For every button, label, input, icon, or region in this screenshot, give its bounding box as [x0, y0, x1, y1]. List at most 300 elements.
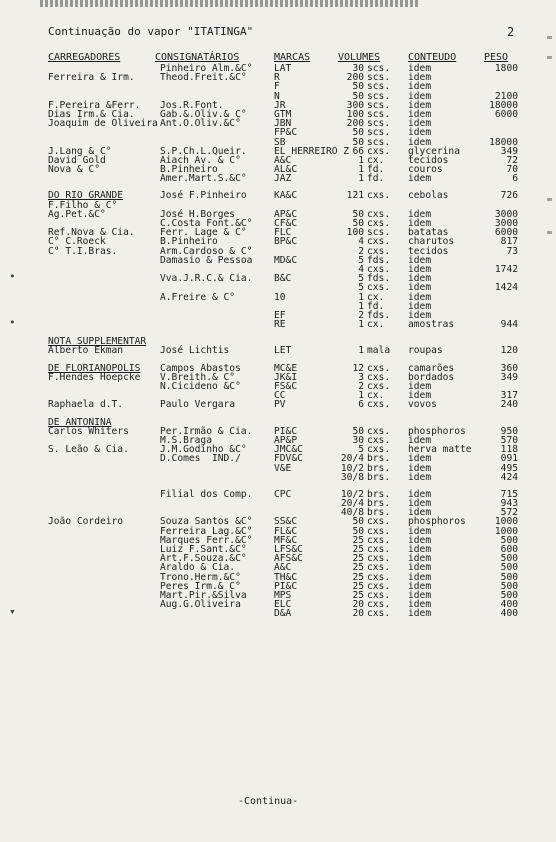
- row-consignatario: D.Comes IND./: [160, 453, 241, 465]
- row-volumes: 3: [358, 371, 364, 383]
- row-unidade: cxs.: [367, 218, 391, 229]
- row-volumes: 10/2: [340, 488, 364, 500]
- row-consignatario: Ant.O.Oliv.&C°: [160, 118, 241, 130]
- row-volumes: 12: [352, 362, 364, 374]
- row-marca: TH&C: [274, 571, 298, 583]
- row-consignador: DE ANTONINA: [48, 416, 112, 428]
- row-consignatario: A.Freire & C°: [160, 291, 236, 303]
- row-consignatario: José H.Borges: [160, 208, 236, 220]
- table-row: [0, 490, 556, 499]
- row-consignatario: Filial dos Comp.: [160, 488, 253, 500]
- row-conteudo: idem: [408, 471, 432, 483]
- row-conteudo: idem: [408, 208, 432, 220]
- row-marca: AL&C: [274, 164, 298, 176]
- row-marca: D&A: [274, 608, 292, 620]
- row-unidade: cxs.: [367, 190, 391, 202]
- row-peso: 6: [512, 173, 518, 185]
- row-unidade: fds.: [367, 254, 391, 266]
- row-volumes: 200: [346, 72, 364, 84]
- row-unidade: cxs.: [367, 608, 391, 620]
- row-marca: JBN: [274, 118, 292, 130]
- row-conteudo: idem: [408, 136, 432, 148]
- row-consignador: C° C.Roeck: [48, 236, 106, 248]
- row-marca: V&E: [274, 462, 292, 474]
- row-conteudo: vovos: [408, 399, 437, 411]
- row-unidade: scs.: [367, 81, 391, 93]
- row-peso: 570: [500, 434, 518, 446]
- row-conteudo: idem: [408, 507, 432, 519]
- header-conteudo: CONTEUDO: [408, 52, 457, 63]
- row-conteudo: idem: [408, 282, 432, 294]
- row-consignatario: M.S.Braga: [160, 434, 212, 446]
- row-unidade: brs.: [367, 471, 391, 483]
- row-volumes: 1: [358, 300, 364, 312]
- continua-footer: -Continua-: [238, 796, 299, 807]
- row-consignatario: V.Breith.& C°: [160, 371, 236, 383]
- header-consignadores: CARREGADORES: [48, 52, 121, 63]
- row-unidade: cxs.: [367, 553, 391, 565]
- row-consignatario: Arm.Cardoso & C°: [160, 245, 253, 257]
- row-volumes: 20/4: [340, 453, 364, 465]
- row-volumes: 40/8: [340, 507, 364, 519]
- row-marca: AP&C: [274, 208, 298, 220]
- row-conteudo: idem: [408, 90, 432, 102]
- punch-hole-mark: •: [9, 316, 16, 329]
- row-consignatario: Ferreira Lag.&C°: [160, 525, 253, 537]
- row-volumes: 50: [352, 81, 364, 93]
- row-peso: 400: [500, 599, 518, 611]
- row-peso: 6000: [494, 227, 518, 239]
- row-marca: CPC: [274, 488, 292, 500]
- row-conteudo: idem: [408, 453, 432, 465]
- row-volumes: 100: [346, 108, 364, 120]
- row-volumes: 4: [358, 263, 364, 275]
- row-conteudo: idem: [408, 599, 432, 611]
- row-consignatario: Jos.R.Font.: [160, 99, 224, 111]
- row-consignador: DO RIO GRANDE: [48, 190, 124, 202]
- row-unidade: cxs.: [367, 362, 391, 374]
- table-row: [0, 609, 556, 618]
- row-conteudo: idem: [408, 534, 432, 546]
- row-consignatario: José Lichtis: [160, 345, 230, 357]
- row-unidade: cxs.: [367, 145, 391, 157]
- row-marca: A&C: [274, 562, 292, 574]
- row-volumes: 50: [352, 525, 364, 537]
- header-consignatarios: CONSIGNATÁRIOS: [155, 52, 240, 63]
- row-conteudo: charutos: [408, 236, 455, 248]
- row-consignador: Alberto Ekman: [48, 345, 124, 357]
- row-unidade: cxs.: [367, 425, 391, 437]
- row-unidade: cxs.: [367, 589, 391, 601]
- row-unidade: cxs.: [367, 599, 391, 611]
- row-conteudo: idem: [408, 562, 432, 574]
- row-consignador: Joaquim de Oliveira: [48, 118, 158, 130]
- row-volumes: 50: [352, 425, 364, 437]
- row-unidade: brs.: [367, 453, 391, 465]
- row-consignatario: Aiach Av. & C°: [160, 154, 241, 166]
- row-consignatario: B.Pinheiro: [160, 236, 218, 248]
- row-volumes: 25: [352, 544, 364, 555]
- row-marca: JAZ: [274, 173, 292, 185]
- row-conteudo: phosphoros: [408, 425, 466, 437]
- row-peso: 1424: [494, 282, 518, 294]
- page-title: Continuação do vapor "ITATINGA": [48, 25, 254, 38]
- row-marca: ELC: [274, 599, 292, 611]
- table-row: [0, 464, 556, 473]
- row-marca: F: [274, 81, 280, 93]
- row-unidade: brs.: [367, 488, 391, 500]
- row-marca: EL HERREIRO Z: [274, 145, 350, 157]
- row-marca: PV: [274, 399, 286, 411]
- row-peso: 572: [500, 507, 518, 519]
- row-unidade: fd.: [367, 173, 385, 185]
- table-row: [0, 256, 556, 265]
- row-conteudo: idem: [408, 273, 432, 285]
- row-marca: JK&I: [274, 371, 298, 383]
- row-volumes: 100: [346, 227, 364, 239]
- row-conteudo: amostras: [408, 319, 455, 331]
- row-conteudo: idem: [408, 108, 432, 120]
- row-conteudo: idem: [408, 81, 432, 93]
- row-unidade: scs.: [367, 90, 391, 102]
- row-consignatario: Marques Ferr.&C°: [160, 534, 253, 546]
- row-consignatario: Mart.Pir.&Silva: [160, 589, 247, 601]
- row-unidade: cxs.: [367, 544, 391, 555]
- row-marca: MD&C: [274, 254, 298, 266]
- row-volumes: 30/8: [340, 471, 364, 483]
- row-unidade: cxs.: [367, 263, 391, 275]
- row-peso: 726: [500, 190, 518, 202]
- row-consignatario: Per.Irmão & Cia.: [160, 425, 253, 437]
- row-volumes: 20/4: [340, 498, 364, 510]
- row-peso: 091: [500, 453, 518, 465]
- row-marca: PI&C: [274, 580, 298, 592]
- row-marca: PI&C: [274, 425, 298, 437]
- row-unidade: brs.: [367, 462, 391, 474]
- row-marca: B&C: [274, 273, 292, 285]
- row-unidade: fds.: [367, 309, 391, 321]
- row-marca: N: [274, 90, 280, 102]
- row-unidade: cxs.: [367, 236, 391, 248]
- row-conteudo: idem: [408, 63, 432, 74]
- row-marca: FL&C: [274, 525, 298, 537]
- row-conteudo: idem: [408, 462, 432, 474]
- row-consignador: Ag.Pet.&C°: [48, 208, 106, 220]
- row-volumes: 1: [358, 291, 364, 303]
- row-conteudo: tecidos: [408, 154, 449, 166]
- row-conteudo: idem: [408, 218, 432, 229]
- row-volumes: 30: [352, 434, 364, 446]
- row-peso: 70: [506, 164, 518, 176]
- row-conteudo: herva matte: [408, 444, 472, 456]
- row-peso: 360: [500, 362, 518, 374]
- row-volumes: 25: [352, 580, 364, 592]
- row-volumes: 5: [358, 282, 364, 294]
- row-consignatario: Damasio & Pessoa: [160, 254, 253, 266]
- row-unidade: scs.: [367, 127, 391, 139]
- row-volumes: 10/2: [340, 462, 364, 474]
- table-row: [0, 320, 556, 329]
- row-peso: 817: [500, 236, 518, 248]
- row-peso: 317: [500, 390, 518, 402]
- row-unidade: brs.: [367, 498, 391, 510]
- row-unidade: cx.: [367, 319, 385, 331]
- row-peso: 500: [500, 562, 518, 574]
- row-peso: 1000: [494, 516, 518, 528]
- row-unidade: cxs.: [367, 580, 391, 592]
- punch-hole-mark: ▾: [9, 605, 16, 618]
- row-conteudo: idem: [408, 580, 432, 592]
- row-peso: 3000: [494, 208, 518, 220]
- row-conteudo: idem: [408, 571, 432, 583]
- table-row: [0, 293, 556, 302]
- top-bleed-mark: [40, 0, 420, 7]
- row-conteudo: batatas: [408, 227, 449, 239]
- row-marca: CC: [274, 390, 286, 402]
- row-volumes: 25: [352, 534, 364, 546]
- row-marca: SB: [274, 136, 286, 148]
- row-peso: 118: [500, 444, 518, 456]
- row-consignatario: Pinheiro Alm.&C°: [160, 63, 253, 74]
- row-peso: 424: [500, 471, 518, 483]
- row-conteudo: idem: [408, 390, 432, 402]
- row-consignador: DE FLORIANOPOLIS: [48, 362, 141, 374]
- row-unidade: cxs.: [367, 434, 391, 446]
- row-unidade: scs.: [367, 136, 391, 148]
- row-peso: 1000: [494, 525, 518, 537]
- row-conteudo: phosphoros: [408, 516, 466, 528]
- row-unidade: cxs.: [367, 399, 391, 411]
- row-unidade: scs.: [367, 63, 391, 74]
- row-consignador: Carlos Whiters: [48, 425, 129, 437]
- manifest-table: [0, 64, 556, 619]
- row-peso: 120: [500, 345, 518, 357]
- row-marca: FLC: [274, 227, 292, 239]
- row-consignador: Ferreira & Irm.: [48, 72, 135, 84]
- row-consignatario: Luiz F.Sant.&C°: [160, 544, 247, 555]
- row-unidade: cx.: [367, 154, 385, 166]
- row-volumes: 2: [358, 381, 364, 392]
- row-marca: MC&E: [274, 362, 298, 374]
- row-conteudo: couros: [408, 164, 443, 176]
- row-consignador: Nova & C°: [48, 164, 100, 176]
- row-conteudo: idem: [408, 309, 432, 321]
- row-marca: LAT: [274, 63, 292, 74]
- table-row: [0, 473, 556, 482]
- row-unidade: fd.: [367, 300, 385, 312]
- row-volumes: 1: [358, 390, 364, 402]
- row-unidade: cxs.: [367, 516, 391, 528]
- row-consignador: F.Hendes Hoepcke: [48, 371, 141, 383]
- row-conteudo: idem: [408, 488, 432, 500]
- row-marca: CF&C: [274, 218, 298, 229]
- row-consignatario: Ferr. Lage & C°: [160, 227, 247, 239]
- row-peso: 73: [506, 245, 518, 257]
- row-volumes: 25: [352, 553, 364, 565]
- row-volumes: 30: [352, 63, 364, 74]
- row-marca: AP&P: [274, 434, 298, 446]
- row-unidade: fds.: [367, 273, 391, 285]
- header-volumes: VOLUMES: [338, 52, 381, 63]
- row-peso: 500: [500, 580, 518, 592]
- row-marca: KA&C: [274, 190, 298, 202]
- row-consignador: Raphaela d.T.: [48, 399, 124, 411]
- row-unidade: cxs.: [367, 525, 391, 537]
- row-conteudo: idem: [408, 173, 432, 185]
- row-peso: 72: [506, 154, 518, 166]
- row-conteudo: idem: [408, 525, 432, 537]
- row-conteudo: glycerina: [408, 145, 460, 157]
- header-marcas: MARCAS: [274, 52, 311, 63]
- row-consignatario: Trono.Herm.&C°: [160, 571, 241, 583]
- row-volumes: 121: [346, 190, 364, 202]
- row-unidade: fd.: [367, 164, 385, 176]
- row-conteudo: idem: [408, 291, 432, 303]
- row-consignatario: C.Costa Font.&C°: [160, 218, 253, 229]
- row-conteudo: idem: [408, 127, 432, 139]
- row-peso: 600: [500, 544, 518, 555]
- row-volumes: 25: [352, 571, 364, 583]
- row-consignatario: S.P.Ch.L.Queir.: [160, 145, 247, 157]
- row-marca: EF: [274, 309, 286, 321]
- row-peso: 944: [500, 319, 518, 331]
- row-peso: 240: [500, 399, 518, 411]
- row-marca: AFS&C: [274, 553, 303, 565]
- row-conteudo: idem: [408, 263, 432, 275]
- row-peso: 500: [500, 553, 518, 565]
- row-volumes: 25: [352, 589, 364, 601]
- row-peso: 3000: [494, 218, 518, 229]
- row-marca: GTM: [274, 108, 292, 120]
- row-consignador: David Gold: [48, 154, 106, 166]
- row-peso: 2100: [494, 90, 518, 102]
- row-consignatario: Theod.Freit.&C°: [160, 72, 247, 84]
- table-row: [0, 274, 556, 283]
- row-peso: 6000: [494, 108, 518, 120]
- row-marca: FP&C: [274, 127, 298, 139]
- row-consignatario: Araldo & Cia.: [160, 562, 236, 574]
- row-consignatario: Souza Santos &C°: [160, 516, 253, 528]
- row-unidade: cxs.: [367, 245, 391, 257]
- row-volumes: 50: [352, 516, 364, 528]
- row-peso: 495: [500, 462, 518, 474]
- row-consignatario: B.Pinheiro: [160, 164, 218, 176]
- row-conteudo: idem: [408, 300, 432, 312]
- row-conteudo: camarões: [408, 362, 455, 374]
- row-peso: 400: [500, 608, 518, 620]
- row-unidade: cxs.: [367, 282, 391, 294]
- row-volumes: 50: [352, 90, 364, 102]
- row-consignatario: N.Cicideno &C°: [160, 381, 241, 392]
- row-volumes: 25: [352, 562, 364, 574]
- row-conteudo: idem: [408, 589, 432, 601]
- row-conteudo: roupas: [408, 345, 443, 357]
- row-peso: 715: [500, 488, 518, 500]
- page-number: 2: [507, 25, 515, 39]
- row-marca: LET: [274, 345, 292, 357]
- row-marca: MPS: [274, 589, 292, 601]
- row-conteudo: idem: [408, 553, 432, 565]
- row-conteudo: idem: [408, 544, 432, 555]
- row-consignador: João Cordeiro: [48, 516, 124, 528]
- row-marca: FS&C: [274, 381, 298, 392]
- row-marca: JR: [274, 99, 286, 111]
- row-consignatario: Peres Irm.& C°: [160, 580, 241, 592]
- row-volumes: 200: [346, 118, 364, 130]
- row-volumes: 1: [358, 319, 364, 331]
- row-unidade: scs.: [367, 227, 391, 239]
- row-peso: 18000: [489, 136, 518, 148]
- row-volumes: 20: [352, 599, 364, 611]
- row-consignatario: Paulo Vergara: [160, 399, 236, 411]
- row-volumes: 4: [358, 236, 364, 248]
- row-volumes: 1: [358, 345, 364, 357]
- row-volumes: 6: [358, 399, 364, 411]
- row-unidade: brs.: [367, 507, 391, 519]
- row-peso: 943: [500, 498, 518, 510]
- row-marca: SS&C: [274, 516, 298, 528]
- row-peso: 1800: [494, 63, 518, 74]
- row-volumes: 50: [352, 136, 364, 148]
- row-peso: 1742: [494, 263, 518, 275]
- row-marca: FDV&C: [274, 453, 303, 465]
- table-row: [0, 499, 556, 508]
- row-unidade: cxs.: [367, 562, 391, 574]
- row-marca: 10: [274, 291, 286, 303]
- row-peso: 500: [500, 534, 518, 546]
- row-unidade: cxs.: [367, 444, 391, 456]
- row-marca: LFS&C: [274, 544, 303, 555]
- row-unidade: scs.: [367, 72, 391, 84]
- row-conteudo: cebolas: [408, 190, 449, 202]
- row-conteudo: tecidos: [408, 245, 449, 257]
- row-volumes: 20: [352, 608, 364, 620]
- row-conteudo: bordados: [408, 371, 455, 383]
- row-consignatario: J.M.Godinho &C°: [160, 444, 247, 456]
- row-unidade: cxs.: [367, 371, 391, 383]
- row-conteudo: idem: [408, 118, 432, 130]
- row-unidade: scs.: [367, 99, 391, 111]
- row-conteudo: idem: [408, 434, 432, 446]
- row-volumes: 66: [352, 145, 364, 157]
- row-consignador: Ref.Nova & Cia.: [48, 227, 135, 239]
- row-consignatario: Gab.&.Oliv.& C°: [160, 108, 247, 120]
- row-peso: 18000: [489, 99, 518, 111]
- row-peso: 349: [500, 145, 518, 157]
- row-conteudo: idem: [408, 72, 432, 84]
- row-consignador: C° T.I.Bras.: [48, 245, 118, 257]
- row-volumes: 1: [358, 164, 364, 176]
- row-unidade: scs.: [367, 118, 391, 130]
- row-consignador: NOTA SUPPLEMENTAR: [48, 336, 147, 348]
- punch-hole-mark: •: [9, 270, 16, 283]
- row-volumes: 1: [358, 173, 364, 185]
- row-unidade: cxs.: [367, 381, 391, 392]
- row-consignador: Dias Irm.& Cia.: [48, 108, 135, 120]
- row-volumes: 5: [358, 444, 364, 456]
- row-consignador: F.Pereira &Ferr.: [48, 99, 141, 111]
- row-volumes: 2: [358, 309, 364, 321]
- row-volumes: 5: [358, 273, 364, 285]
- row-conteudo: idem: [408, 498, 432, 510]
- row-volumes: 5: [358, 254, 364, 266]
- row-unidade: cx.: [367, 291, 385, 303]
- row-volumes: 300: [346, 99, 364, 111]
- row-consignador: F.Filho & C°: [48, 199, 118, 211]
- row-consignador: S. Leão & Cia.: [48, 444, 129, 456]
- header-peso: PESO: [484, 52, 509, 63]
- table-row: [0, 174, 556, 183]
